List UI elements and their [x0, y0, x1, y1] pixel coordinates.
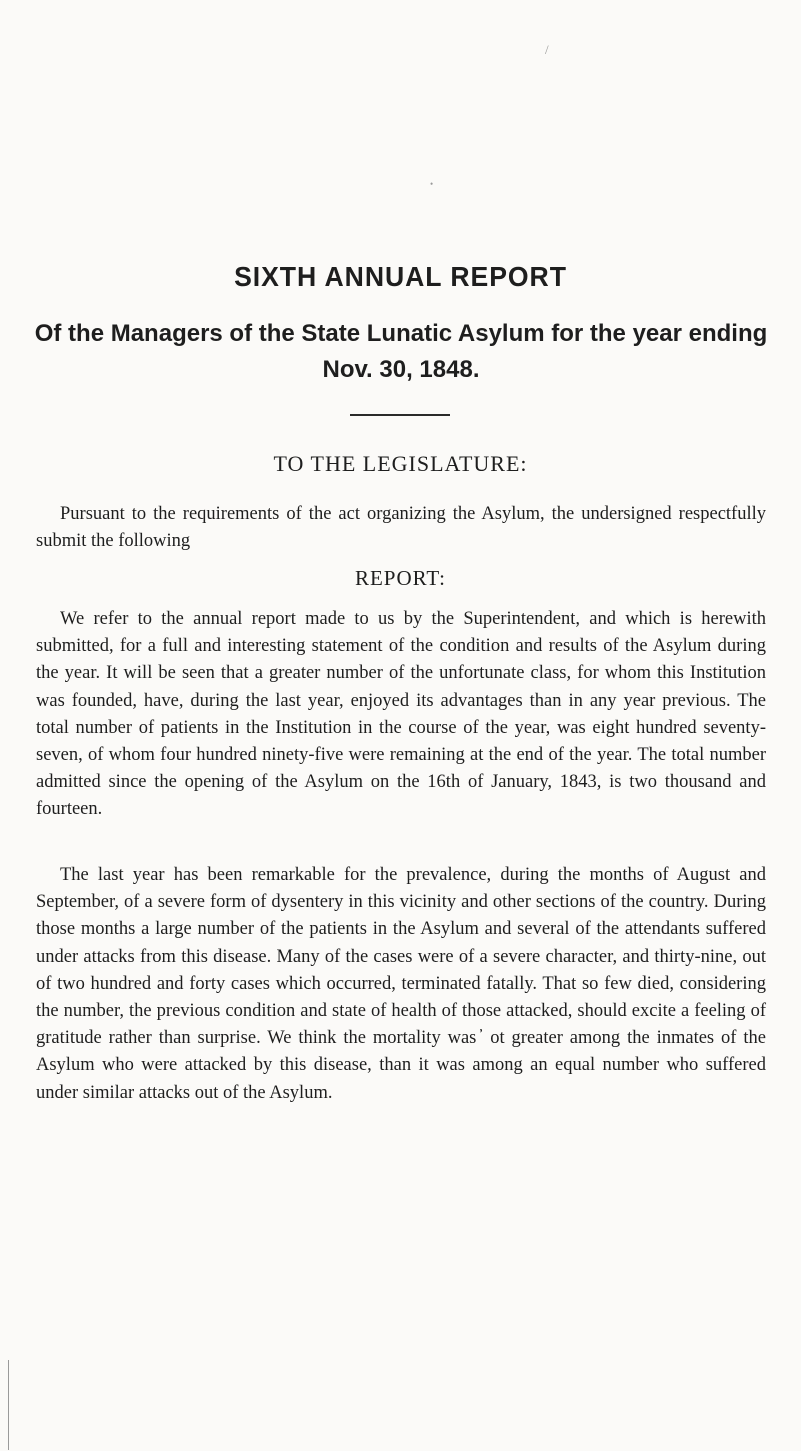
body-paragraph-2: The last year has been remarkable for the prevalence, during the months of August and September, of a severe form of dysentery in this vicinity and other sections of the country. During those months a large number of the patients in the Asylum and several of the attendants suffered under attacks from this disease. Many of the cases were of a severe character, and thirty-nine, out of two hundred and forty cases which occurred, terminated fatally. That so few died, considering the number, the previous condition and state of health of those attacked, should excite a feeling of gratitude rather than surprise. We think the mortality was ̓ ot greater among the inmates of the Asylum who were attacked by this disease, than it was among an equal number who suffered under similar attacks out of the Asylum. — [36, 865, 766, 1103]
margin-mark — [8, 1360, 9, 1450]
ink-speck: • — [430, 179, 434, 189]
body-paragraph-1: We refer to the annual report made to us by the Superintendent, and which is herewith submitted, for a full and interesting statement of the condition and results of the Asylum during the year. It will be seen that a greater number of the unfortunate class, for whom this Institution was founded, have, during the last year, enjoyed its advantages than in any year previous. The total number of patients in the Institution in the course of the year, was eight hundred seventy-seven, of whom four hundred ninety-five were remaining at the end of the year. The total number admitted since the opening of the Asylum on the 16th of January, 1843, is two thousand and fourteen. — [36, 609, 766, 820]
ink-speck: / — [545, 42, 549, 57]
divider-rule — [350, 414, 450, 416]
address-heading: TO THE LEGISLATURE: — [273, 451, 528, 476]
intro-paragraph: Pursuant to the requirements of the act organizing the Asylum, the undersigned respectfully submit the following — [36, 504, 766, 552]
report-title: SIXTH ANNUAL REPORT — [234, 261, 567, 292]
report-subtitle: Of the Managers of the State Lunatic Asylum for the year ending Nov. 30, 1848. — [34, 320, 768, 383]
report-heading: REPORT: — [354, 566, 447, 590]
